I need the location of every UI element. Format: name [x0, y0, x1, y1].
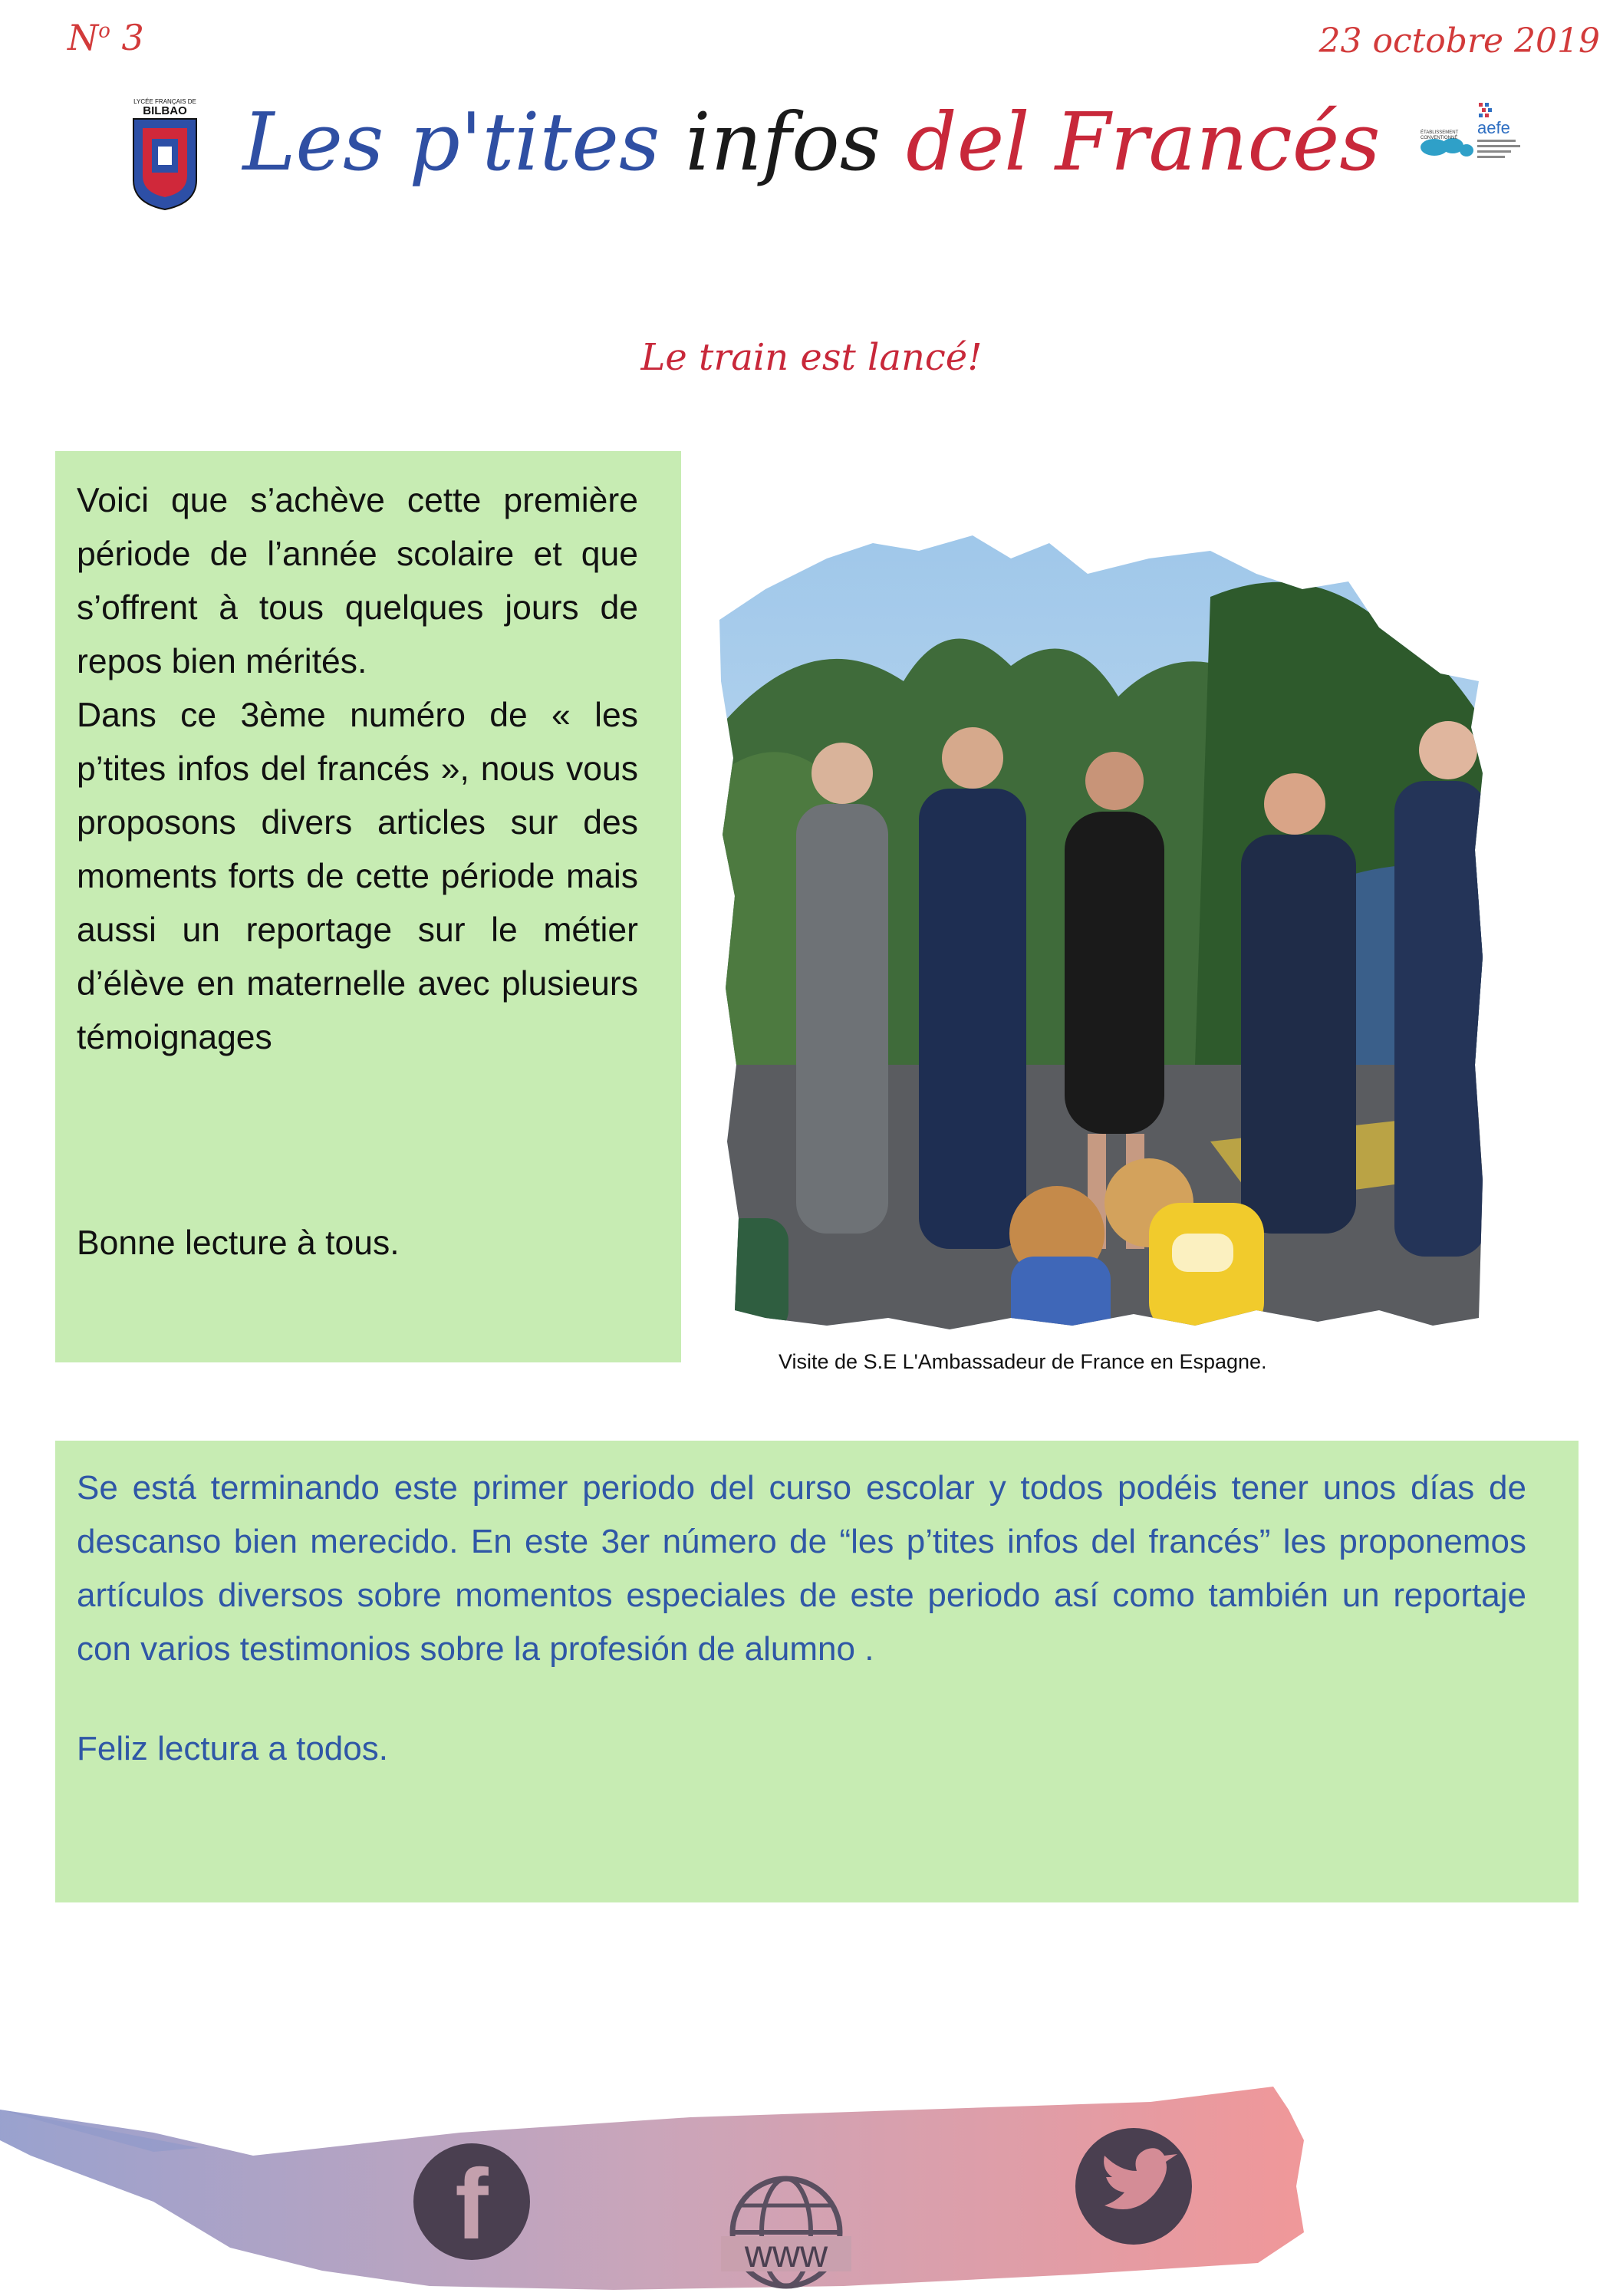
newsletter-title: Les p'tites infos del Francés [242, 95, 1381, 189]
aefe-logo [1419, 100, 1542, 176]
french-paragraph-2: Dans ce 3ème numéro de « les p’tites infos del francés », nous vous proposons divers articles sur des moments forts de cette période mais aussi un reportage sur le métier d’élève en maternelle avec plusieurs témoignages [77, 697, 638, 1056]
svg-text:LYCÉE FRANÇAIS DE: LYCÉE FRANÇAIS DE [133, 98, 196, 105]
svg-text:aefe: aefe [1477, 118, 1510, 137]
svg-text:BILBAO: BILBAO [143, 104, 187, 117]
spanish-sign-off: Feliz lectura a todos. [77, 1730, 388, 1767]
svg-text:ÉTABLISSEMENT: ÉTABLISSEMENT [1421, 130, 1459, 135]
footer-banner [0, 2079, 1623, 2296]
french-intro-text [77, 474, 638, 1065]
issue-date: 23 octobre 2019 [1318, 21, 1600, 61]
french-sign-off: Bonne lecture à tous. [77, 1224, 400, 1262]
www-label: www [744, 2232, 828, 2275]
french-paragraph-1: Voici que s’achève cette première période de l’année scolaire et que s’offrent à tous quelques jours de repos bien mérités. [77, 482, 638, 680]
svg-text:f: f [455, 2148, 489, 2260]
twitter-icon[interactable] [1075, 2128, 1192, 2245]
photo-caption: Visite de S.E L'Ambassadeur de France en Espagne. [779, 1350, 1267, 1373]
spanish-intro-text [77, 1461, 1526, 1676]
ambassador-visit-photo [719, 528, 1486, 1333]
article-subtitle: Le train est lancé! [640, 336, 983, 379]
facebook-icon[interactable] [413, 2143, 530, 2260]
svg-text:CONVENTIONNÉ: CONVENTIONNÉ [1421, 136, 1458, 140]
spanish-paragraph-1: Se está terminando este primer periodo del curso escolar y todos podéis tener unos días de descanso bien merecido. En este 3er número de “les p’tites infos del francés” les proponemos artículos diversos sobre momentos especiales de este periodo así como también un reportaje con varios testimonios sobre la profesión de alumno . [77, 1469, 1526, 1668]
issue-number: $N^o$ 3 [67, 17, 144, 58]
